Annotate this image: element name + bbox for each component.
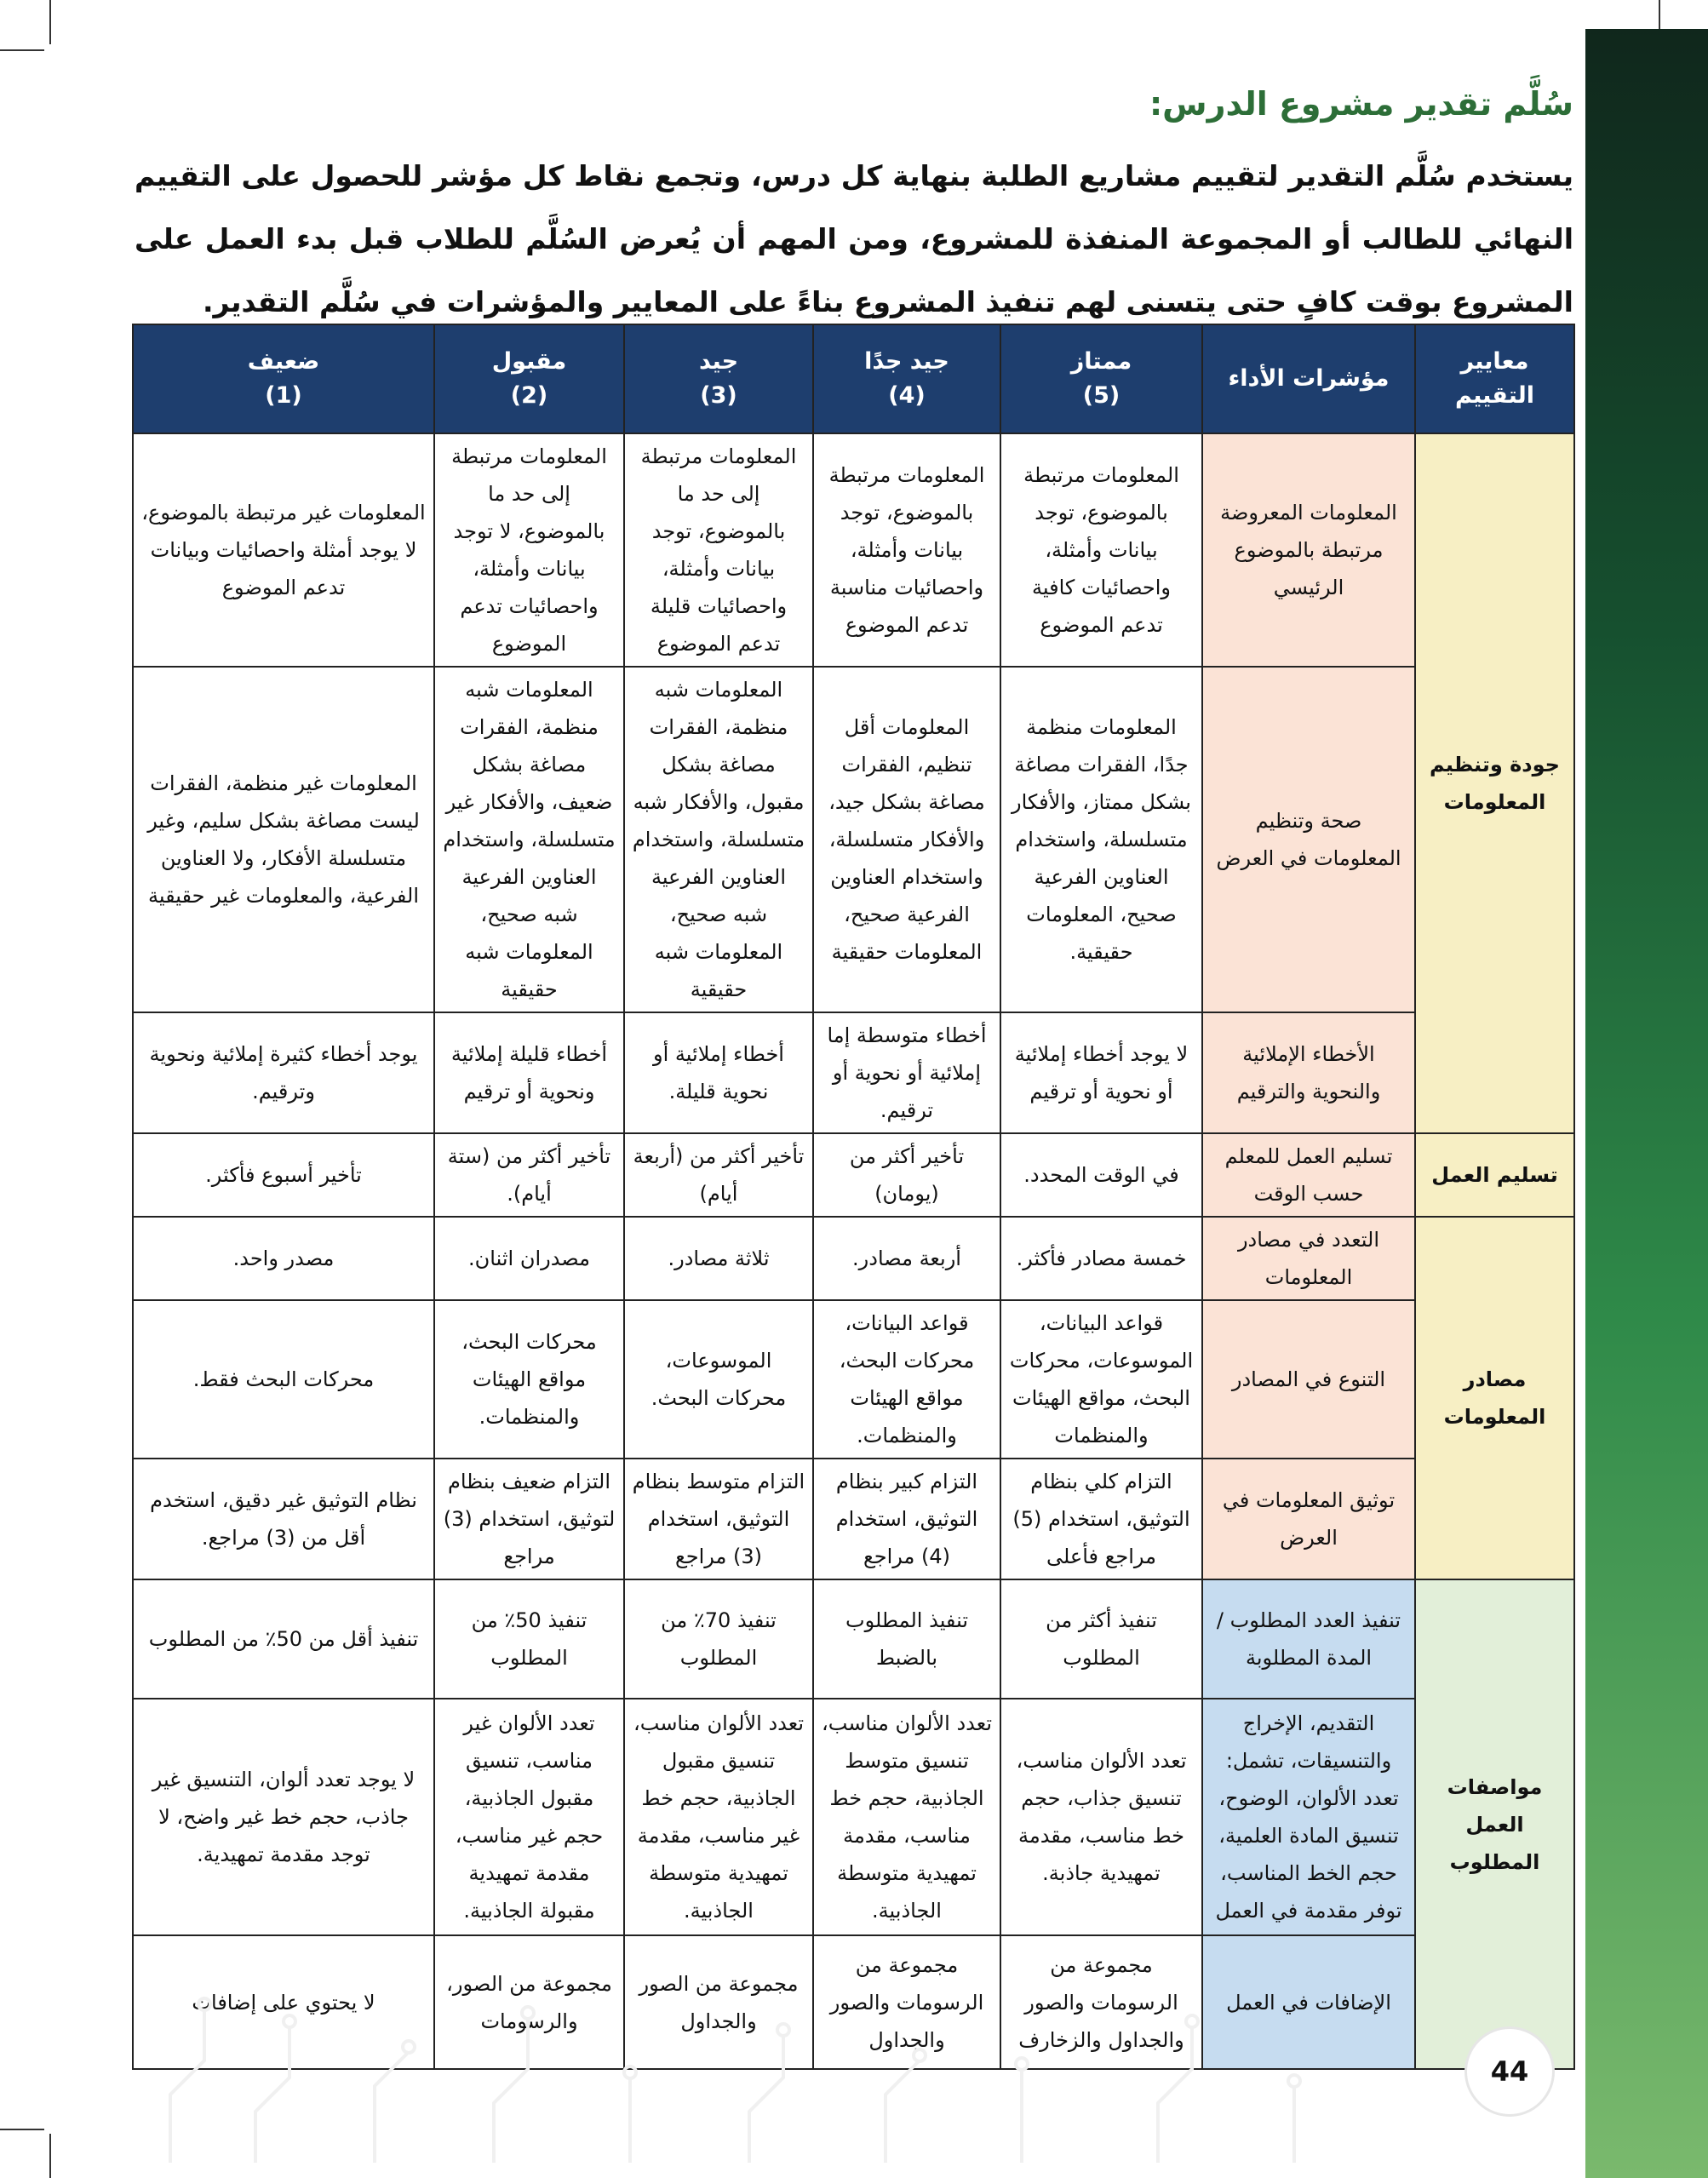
header-level-2 [434,324,624,433]
level-2-cell: محركات البحث، مواقع الهيئات والمنظمات. [434,1300,624,1459]
table-row [133,1459,1574,1579]
level-4-cell: المعلومات مرتبطة بالموضوع، توجد بيانات وأمثلة، واحصائيات مناسبة تدعم الموضوع [813,433,1000,667]
level-4-cell: مجموعة من الرسومات والصور والجداول [813,1935,1000,2069]
level-1-cell: لا يوجد تعدد ألوان، التنسيق غير جاذب، حجم خط غير واضح، لا توجد مقدمة تمهيدية. [133,1699,434,1935]
indicator-cell: صحة وتنظيم المعلومات في العرض [1202,667,1415,1012]
level-5-cell: خمسة مصادر فأكثر. [1000,1217,1202,1300]
level-1-cell: المعلومات غير مرتبطة بالموضوع، لا يوجد أمثلة واحصائيات وبيانات تدعم الموضوع [133,433,434,667]
level-1-cell: يوجد أخطاء كثيرة إملائية ونحوية وترقيم. [133,1012,434,1133]
header-level-5 [1000,324,1202,433]
table-row [133,1133,1574,1217]
crop-mark [0,2129,44,2130]
level-3-cell: مجموعة من الصور والجداول [624,1935,813,2069]
indicator-cell: تنفيذ العدد المطلوب / المدة المطلوبة [1202,1579,1415,1699]
crop-mark [49,2134,51,2178]
level-2-cell: تنفيذ 50٪ من المطلوب [434,1579,624,1699]
header-indicators: مؤشرات الأداء [1202,324,1415,433]
level-2-cell: المعلومات مرتبطة إلى حد ما بالموضوع، لا توجد بيانات وأمثلة، واحصائيات تدعم الموضوع [434,433,624,667]
indicator-cell: الأخطاء الإملائية والنحوية والترقيم [1202,1012,1415,1133]
page-number: 44 [1464,2026,1555,2117]
level-4-cell: أربعة مصادر. [813,1217,1000,1300]
table-row [133,1300,1574,1459]
header-score: (5) [1082,382,1121,409]
circuit-decoration [153,1992,1430,2163]
level-3-cell: المعلومات مرتبطة إلى حد ما بالموضوع، توجد بيانات وأمثلة، واحصائيات قليلة تدعم الموضوع [624,433,813,667]
table-row [133,667,1574,1012]
header-criteria: معايير التقييم [1415,324,1574,433]
indicator-cell: الإضافات في العمل [1202,1935,1415,2069]
indicator-cell: التعدد في مصادر المعلومات [1202,1217,1415,1300]
level-2-cell: مصدران اثنان. [434,1217,624,1300]
level-5-cell: مجموعة من الرسومات والصور والجداول والزخارف [1000,1935,1202,2069]
level-4-cell: قواعد البيانات، محركات البحث، مواقع الهيئات والمنظمات. [813,1300,1000,1459]
header-label: جيد [698,348,739,375]
level-5-cell: المعلومات منظمة جدًا، الفقرات مصاغة بشكل ممتاز، والأفكار متسلسلة، واستخدام العناوين الفرعية صحيح، المعلومات حقيقية. [1000,667,1202,1012]
level-5-cell: تنفيذ أكثر من المطلوب [1000,1579,1202,1699]
level-2-cell: مجموعة من الصور، والرسومات [434,1935,624,2069]
level-4-cell: تنفيذ المطلوب بالضبط [813,1579,1000,1699]
intro-paragraph: يستخدم سُلَّم التقدير لتقييم مشاريع الطلبة بنهاية كل درس، وتجمع نقاط كل مؤشر للحصول على التقييم النهائي للطالب أو المجموعة المنفذة للمشروع، ومن المهم أن يُعرض السُلَّم للطلاب قبل بدء العمل على المشروع بوقت كافٍ حتى يتسنى لهم تنفيذ المشروع بناءً على المعايير والمؤشرات في سُلَّم التقدير. [135,159,1573,318]
level-3-cell: أخطاء إملائية أو نحوية قليلة. [624,1012,813,1133]
level-2-cell: تعدد الألوان غير مناسب، تنسيق مقبول الجاذبية، حجم غير مناسب، مقدمة تمهيدية مقبولة الجاذبية. [434,1699,624,1935]
level-1-cell: تنفيذ أقل من 50٪ من المطلوب [133,1579,434,1699]
indicator-cell: المعلومات المعروضة مرتبطة بالموضوع الرئيسي [1202,433,1415,667]
level-3-cell: الموسوعات، محركات البحث. [624,1300,813,1459]
level-2-cell: أخطاء قليلة إملائية ونحوية أو ترقيم [434,1012,624,1133]
header-label: مقبول [491,348,567,375]
criteria-cell: جودة وتنظيم المعلومات [1415,433,1574,1133]
level-4-cell: التزام كبير بنظام التوثيق، استخدام (4) مراجع [813,1459,1000,1579]
level-3-cell: التزام متوسط بنظام التوثيق، استخدام (3) مراجع [624,1459,813,1579]
level-1-cell: مصدر واحد. [133,1217,434,1300]
indicator-cell: تسليم العمل للمعلم حسب الوقت [1202,1133,1415,1217]
header-level-3 [624,324,813,433]
level-5-cell: تعدد الألوان مناسب، تنسيق جذاب، حجم خط مناسب، مقدمة تمهيدية جاذبة. [1000,1699,1202,1935]
criteria-cell: مواصفات العمل المطلوب [1415,1579,1574,2069]
table-row [133,1579,1574,1699]
header-label: جيد جدًا [864,348,949,375]
level-5-cell: لا يوجد أخطاء إملائية أو نحوية أو ترقيم [1000,1012,1202,1133]
indicator-cell: التقديم، الإخراج والتنسيقات، تشمل: تعدد الألوان، الوضوح، تنسيق المادة العلمية، حجم الخط المناسب، توفر مقدمة في العمل [1202,1699,1415,1935]
table-row [133,1012,1574,1133]
level-3-cell: تأخير أكثر من (أربعة أيام) [624,1133,813,1217]
criteria-cell: تسليم العمل [1415,1133,1574,1217]
page-title: سُلَّم تقدير مشروع الدرس: [1149,85,1573,123]
level-3-cell: المعلومات شبه منظمة، الفقرات مصاغة بشكل مقبول، والأفكار شبه متسلسلة، واستخدام العناوين الفرعية شبه صحيح، المعلومات شبه حقيقية [624,667,813,1012]
level-5-cell: التزام كلي بنظام التوثيق، استخدام (5) مراجع فأعلى [1000,1459,1202,1579]
header-label: ممتاز [1070,348,1132,375]
level-4-cell: تأخير أكثر من (يومان) [813,1133,1000,1217]
level-1-cell: نظام التوثيق غير دقيق، استخدم أقل من (3) مراجع. [133,1459,434,1579]
header-score: (3) [700,382,737,409]
level-2-cell: التزام ضعيف بنظام لتوثيق، استخدام (3) مراجع [434,1459,624,1579]
level-5-cell: في الوقت المحدد. [1000,1133,1202,1217]
level-3-cell: تنفيذ 70٪ من المطلوب [624,1579,813,1699]
crop-mark [0,49,44,51]
crop-mark [49,0,51,44]
level-1-cell: محركات البحث فقط. [133,1300,434,1459]
level-1-cell: لا يحتوي على إضافات [133,1935,434,2069]
rubric-table [132,324,1575,2070]
level-1-cell: المعلومات غير منظمة، الفقرات ليست مصاغة بشكل سليم، وغير متسلسلة الأفكار، ولا العناوين الفرعية، والمعلومات غير حقيقية [133,667,434,1012]
level-2-cell: المعلومات شبه منظمة، الفقرات مصاغة بشكل ضعيف، والأفكار غير متسلسلة، واستخدام العناوين الفرعية شبه صحيح، المعلومات شبه حقيقية [434,667,624,1012]
level-4-cell: المعلومات أقل تنظيم، الفقرات مصاغة بشكل جيد، والأفكار متسلسلة، واستخدام العناوين الفرعية صحيح، المعلومات حقيقية [813,667,1000,1012]
table-row [133,1217,1574,1300]
level-3-cell: تعدد الألوان مناسب، تنسيق مقبول الجاذبية، حجم خط غير مناسب، مقدمة تمهيدية متوسطة الجاذبية. [624,1699,813,1935]
side-green-bar [1585,29,1708,2178]
table-row [133,1699,1574,1935]
level-1-cell: تأخير أسبوع فأكثر. [133,1133,434,1217]
header-score: (4) [888,382,926,409]
header-level-4 [813,324,1000,433]
level-4-cell: تعدد الألوان مناسب، تنسيق متوسط الجاذبية، حجم خط مناسب، مقدمة تمهيدية متوسطة الجاذبية. [813,1699,1000,1935]
level-3-cell: ثلاثة مصادر. [624,1217,813,1300]
header-score: (2) [510,382,548,409]
table-row [133,433,1574,667]
level-5-cell: المعلومات مرتبطة بالموضوع، توجد بيانات وأمثلة، واحصائيات كافية تدعم الموضوع [1000,433,1202,667]
table-header-row [133,324,1574,433]
level-5-cell: قواعد البيانات، الموسوعات، محركات البحث، مواقع الهيئات والمنظمات [1000,1300,1202,1459]
level-4-cell: أخطاء متوسطة إما إملائية أو نحوية أو ترقيم. [813,1012,1000,1133]
indicator-cell: توثيق المعلومات في العرض [1202,1459,1415,1579]
criteria-cell: مصادر المعلومات [1415,1217,1574,1579]
indicator-cell: التنوع في المصادر [1202,1300,1415,1459]
header-label: ضعيف [247,348,320,375]
level-2-cell: تأخير أكثر من (ستة أيام). [434,1133,624,1217]
header-score: (1) [265,382,302,409]
header-level-1 [133,324,434,433]
